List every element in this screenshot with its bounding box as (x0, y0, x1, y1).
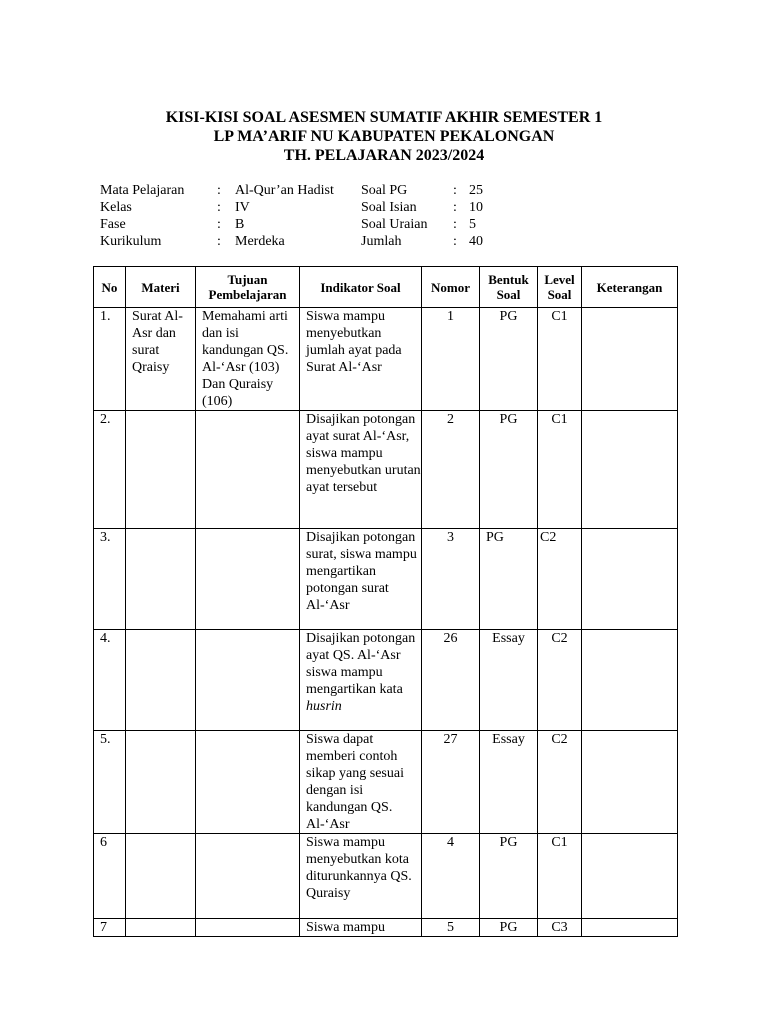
cell-nomor: 4 (422, 834, 480, 919)
cell-keterangan (582, 834, 678, 919)
info-row (100, 199, 334, 216)
cell-level: C2 (538, 529, 582, 630)
info-colon: : (217, 234, 221, 249)
info-right (361, 182, 483, 250)
cell-keterangan (582, 308, 678, 411)
info-label: Kurikulum (100, 234, 162, 249)
header-tujuan (196, 267, 300, 308)
info-row (361, 233, 483, 250)
table-row (94, 731, 678, 834)
cell-tujuan (196, 529, 300, 630)
cell-indikator: Siswa mampu menyebutkan kota diturunkannya QS. Quraisy (300, 834, 422, 919)
cell-bentuk: PG (480, 919, 538, 937)
title-line-2: LP MA’ARIF NU KABUPATEN PEKALONGAN (213, 128, 555, 145)
kisi-kisi-table (93, 266, 678, 937)
header-tujuan-line-1: Tujuan (227, 272, 268, 287)
document-title (0, 108, 768, 165)
title-line-3: TH. PELAJARAN 2023/2024 (283, 147, 485, 164)
cell-no: 6 (94, 834, 126, 919)
cell-materi: Surat Al-Asr dan surat Qraisy (126, 308, 196, 411)
cell-indikator: Siswa dapat memberi contoh sikap yang sesuai dengan isi kandungan QS. Al-‘Asr (300, 731, 422, 834)
header-nomor: Nomor (422, 267, 480, 308)
info-value: Merdeka (235, 234, 285, 249)
info-label: Kelas (100, 200, 132, 215)
cell-nomor: 5 (422, 919, 480, 937)
cell-keterangan (582, 919, 678, 937)
info-row (100, 216, 334, 233)
indikator-italic-term: husrin (306, 699, 342, 714)
header-no: No (94, 267, 126, 308)
cell-nomor: 1 (422, 308, 480, 411)
info-left (100, 182, 334, 250)
cell-indikator: Disajikan potongan surat, siswa mampu mengartikan potongan surat Al-‘Asr (300, 529, 422, 630)
cell-no: 3. (94, 529, 126, 630)
cell-tujuan (196, 411, 300, 529)
info-row (361, 216, 483, 233)
cell-no: 2. (94, 411, 126, 529)
cell-keterangan (582, 411, 678, 529)
info-label: Fase (100, 217, 126, 232)
cell-keterangan (582, 529, 678, 630)
info-value: IV (235, 200, 250, 215)
cell-tujuan (196, 630, 300, 731)
table-row (94, 834, 678, 919)
header-bentuk (480, 267, 538, 308)
info-value: Al-Qur’an Hadist (235, 183, 334, 198)
cell-materi (126, 834, 196, 919)
indikator-text: Disajikan potongan ayat QS. Al-‘Asr siswa mampu mengartikan kata (306, 631, 416, 697)
cell-nomor: 27 (422, 731, 480, 834)
info-colon: : (453, 234, 457, 249)
cell-tujuan (196, 731, 300, 834)
info-row (100, 182, 334, 199)
table-row (94, 919, 678, 937)
cell-tujuan: Memahami arti dan isi kandungan QS. Al-‘Asr (103) Dan Quraisy (106) (196, 308, 300, 411)
header-bentuk-line-2: Soal (496, 287, 521, 302)
cell-bentuk: PG (480, 411, 538, 529)
cell-tujuan (196, 919, 300, 937)
table-row (94, 308, 678, 411)
header-level-line-1: Level (544, 272, 575, 287)
cell-level: C2 (538, 630, 582, 731)
cell-materi (126, 411, 196, 529)
info-colon: : (217, 200, 221, 215)
info-colon: : (453, 217, 457, 232)
cell-level: C1 (538, 411, 582, 529)
header-tujuan-line-2: Pembelajaran (208, 287, 287, 302)
header-bentuk-line-1: Bentuk (488, 272, 529, 287)
cell-no: 1. (94, 308, 126, 411)
cell-materi (126, 919, 196, 937)
cell-bentuk: PG (480, 529, 538, 630)
table-row (94, 411, 678, 529)
header-indikator: Indikator Soal (300, 267, 422, 308)
table-header-row (94, 267, 678, 308)
cell-materi (126, 630, 196, 731)
cell-no: 5. (94, 731, 126, 834)
header-materi: Materi (126, 267, 196, 308)
info-colon: : (217, 217, 221, 232)
header-level (538, 267, 582, 308)
info-colon: : (217, 183, 221, 198)
info-value: 25 (469, 183, 483, 198)
cell-indikator: Siswa mampu menyebutkan jumlah ayat pada Surat Al-‘Asr (300, 308, 422, 411)
cell-nomor: 3 (422, 529, 480, 630)
title-line-1: KISI-KISI SOAL ASESMEN SUMATIF AKHIR SEMESTER 1 (165, 109, 603, 126)
info-label: Jumlah (361, 234, 402, 249)
info-label: Soal Uraian (361, 217, 428, 232)
header-keterangan: Keterangan (582, 267, 678, 308)
cell-keterangan (582, 731, 678, 834)
cell-tujuan (196, 834, 300, 919)
cell-bentuk: PG (480, 834, 538, 919)
info-row (100, 233, 334, 250)
info-value: 5 (469, 217, 476, 232)
cell-bentuk: PG (480, 308, 538, 411)
cell-bentuk: Essay (480, 731, 538, 834)
cell-level: C2 (538, 731, 582, 834)
table-row (94, 529, 678, 630)
info-value: 10 (469, 200, 483, 215)
info-value: B (235, 217, 245, 232)
cell-nomor: 26 (422, 630, 480, 731)
cell-keterangan (582, 630, 678, 731)
cell-materi (126, 731, 196, 834)
cell-level: C1 (538, 834, 582, 919)
cell-indikator (300, 630, 422, 731)
info-value: 40 (469, 234, 483, 249)
info-colon: : (453, 183, 457, 198)
info-label: Soal PG (361, 183, 408, 198)
cell-indikator: Siswa mampu (300, 919, 422, 937)
cell-materi (126, 529, 196, 630)
cell-indikator: Disajikan potongan ayat surat Al-‘Asr, siswa mampu menyebutkan urutan ayat tersebut (300, 411, 422, 529)
cell-no: 4. (94, 630, 126, 731)
info-row (361, 182, 483, 199)
info-label: Mata Pelajaran (100, 183, 185, 198)
info-colon: : (453, 200, 457, 215)
cell-level: C3 (538, 919, 582, 937)
cell-bentuk: Essay (480, 630, 538, 731)
header-level-line-2: Soal (547, 287, 572, 302)
cell-no: 7 (94, 919, 126, 937)
info-row (361, 199, 483, 216)
info-label: Soal Isian (361, 200, 417, 215)
cell-level: C1 (538, 308, 582, 411)
cell-nomor: 2 (422, 411, 480, 529)
table-row (94, 630, 678, 731)
